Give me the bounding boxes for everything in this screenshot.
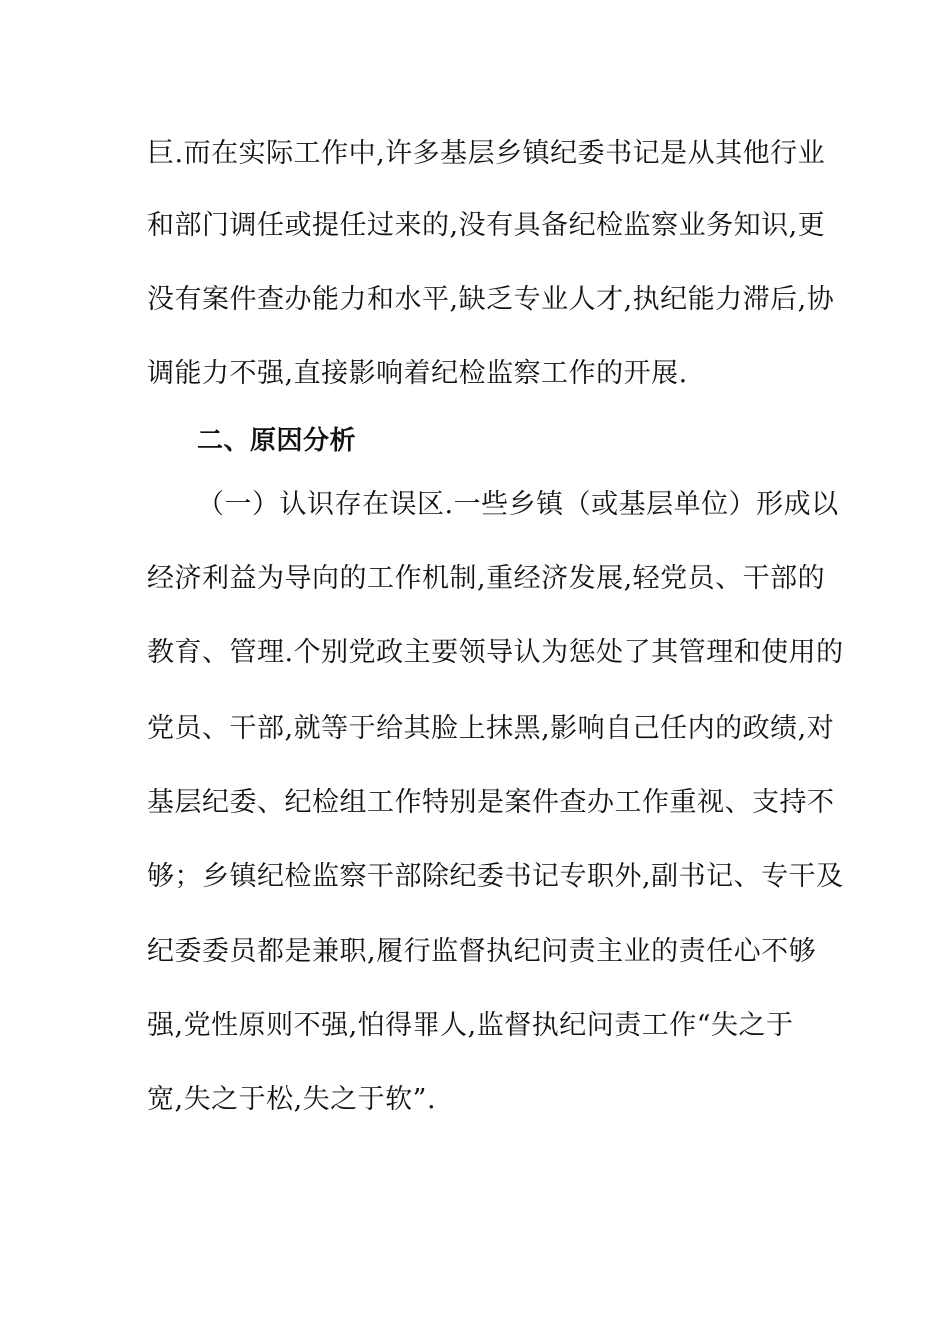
text-line: 巨.而在实际工作中,许多基层乡镇纪委书记是从其他行业 xyxy=(147,138,826,169)
text-line: 没有案件查办能力和水平,缺乏专业人才,执纪能力滞后,协 xyxy=(147,284,835,315)
text-line: 纪委委员都是兼职,履行监督执纪问责主业的责任心不够 xyxy=(147,936,817,967)
text-line: 教育、管理.个别党政主要领导认为惩处了其管理和使用的 xyxy=(147,637,844,668)
text-line: 宽,失之于松,失之于软”. xyxy=(147,1084,437,1115)
text-line: （一）认识存在误区.一些乡镇（或基层单位）形成以 xyxy=(197,489,839,520)
section-heading: 二、原因分析 xyxy=(197,426,357,456)
text-line: 经济利益为导向的工作机制,重经济发展,轻党员、干部的 xyxy=(147,563,826,594)
text-line: 基层纪委、纪检组工作特别是案件查办工作重视、支持不 xyxy=(147,787,835,818)
text-line: 党员、干部,就等于给其脸上抹黑,影响自己任内的政绩,对 xyxy=(147,713,835,744)
text-line: 够；乡镇纪检监察干部除纪委书记专职外,副书记、专干及 xyxy=(147,861,844,892)
text-line: 调能力不强,直接影响着纪检监察工作的开展. xyxy=(147,358,688,389)
text-line: 强,党性原则不强,怕得罪人,监督执纪问责工作“失之于 xyxy=(147,1010,794,1041)
text-line: 和部门调任或提任过来的,没有具备纪检监察业务知识,更 xyxy=(147,210,826,241)
